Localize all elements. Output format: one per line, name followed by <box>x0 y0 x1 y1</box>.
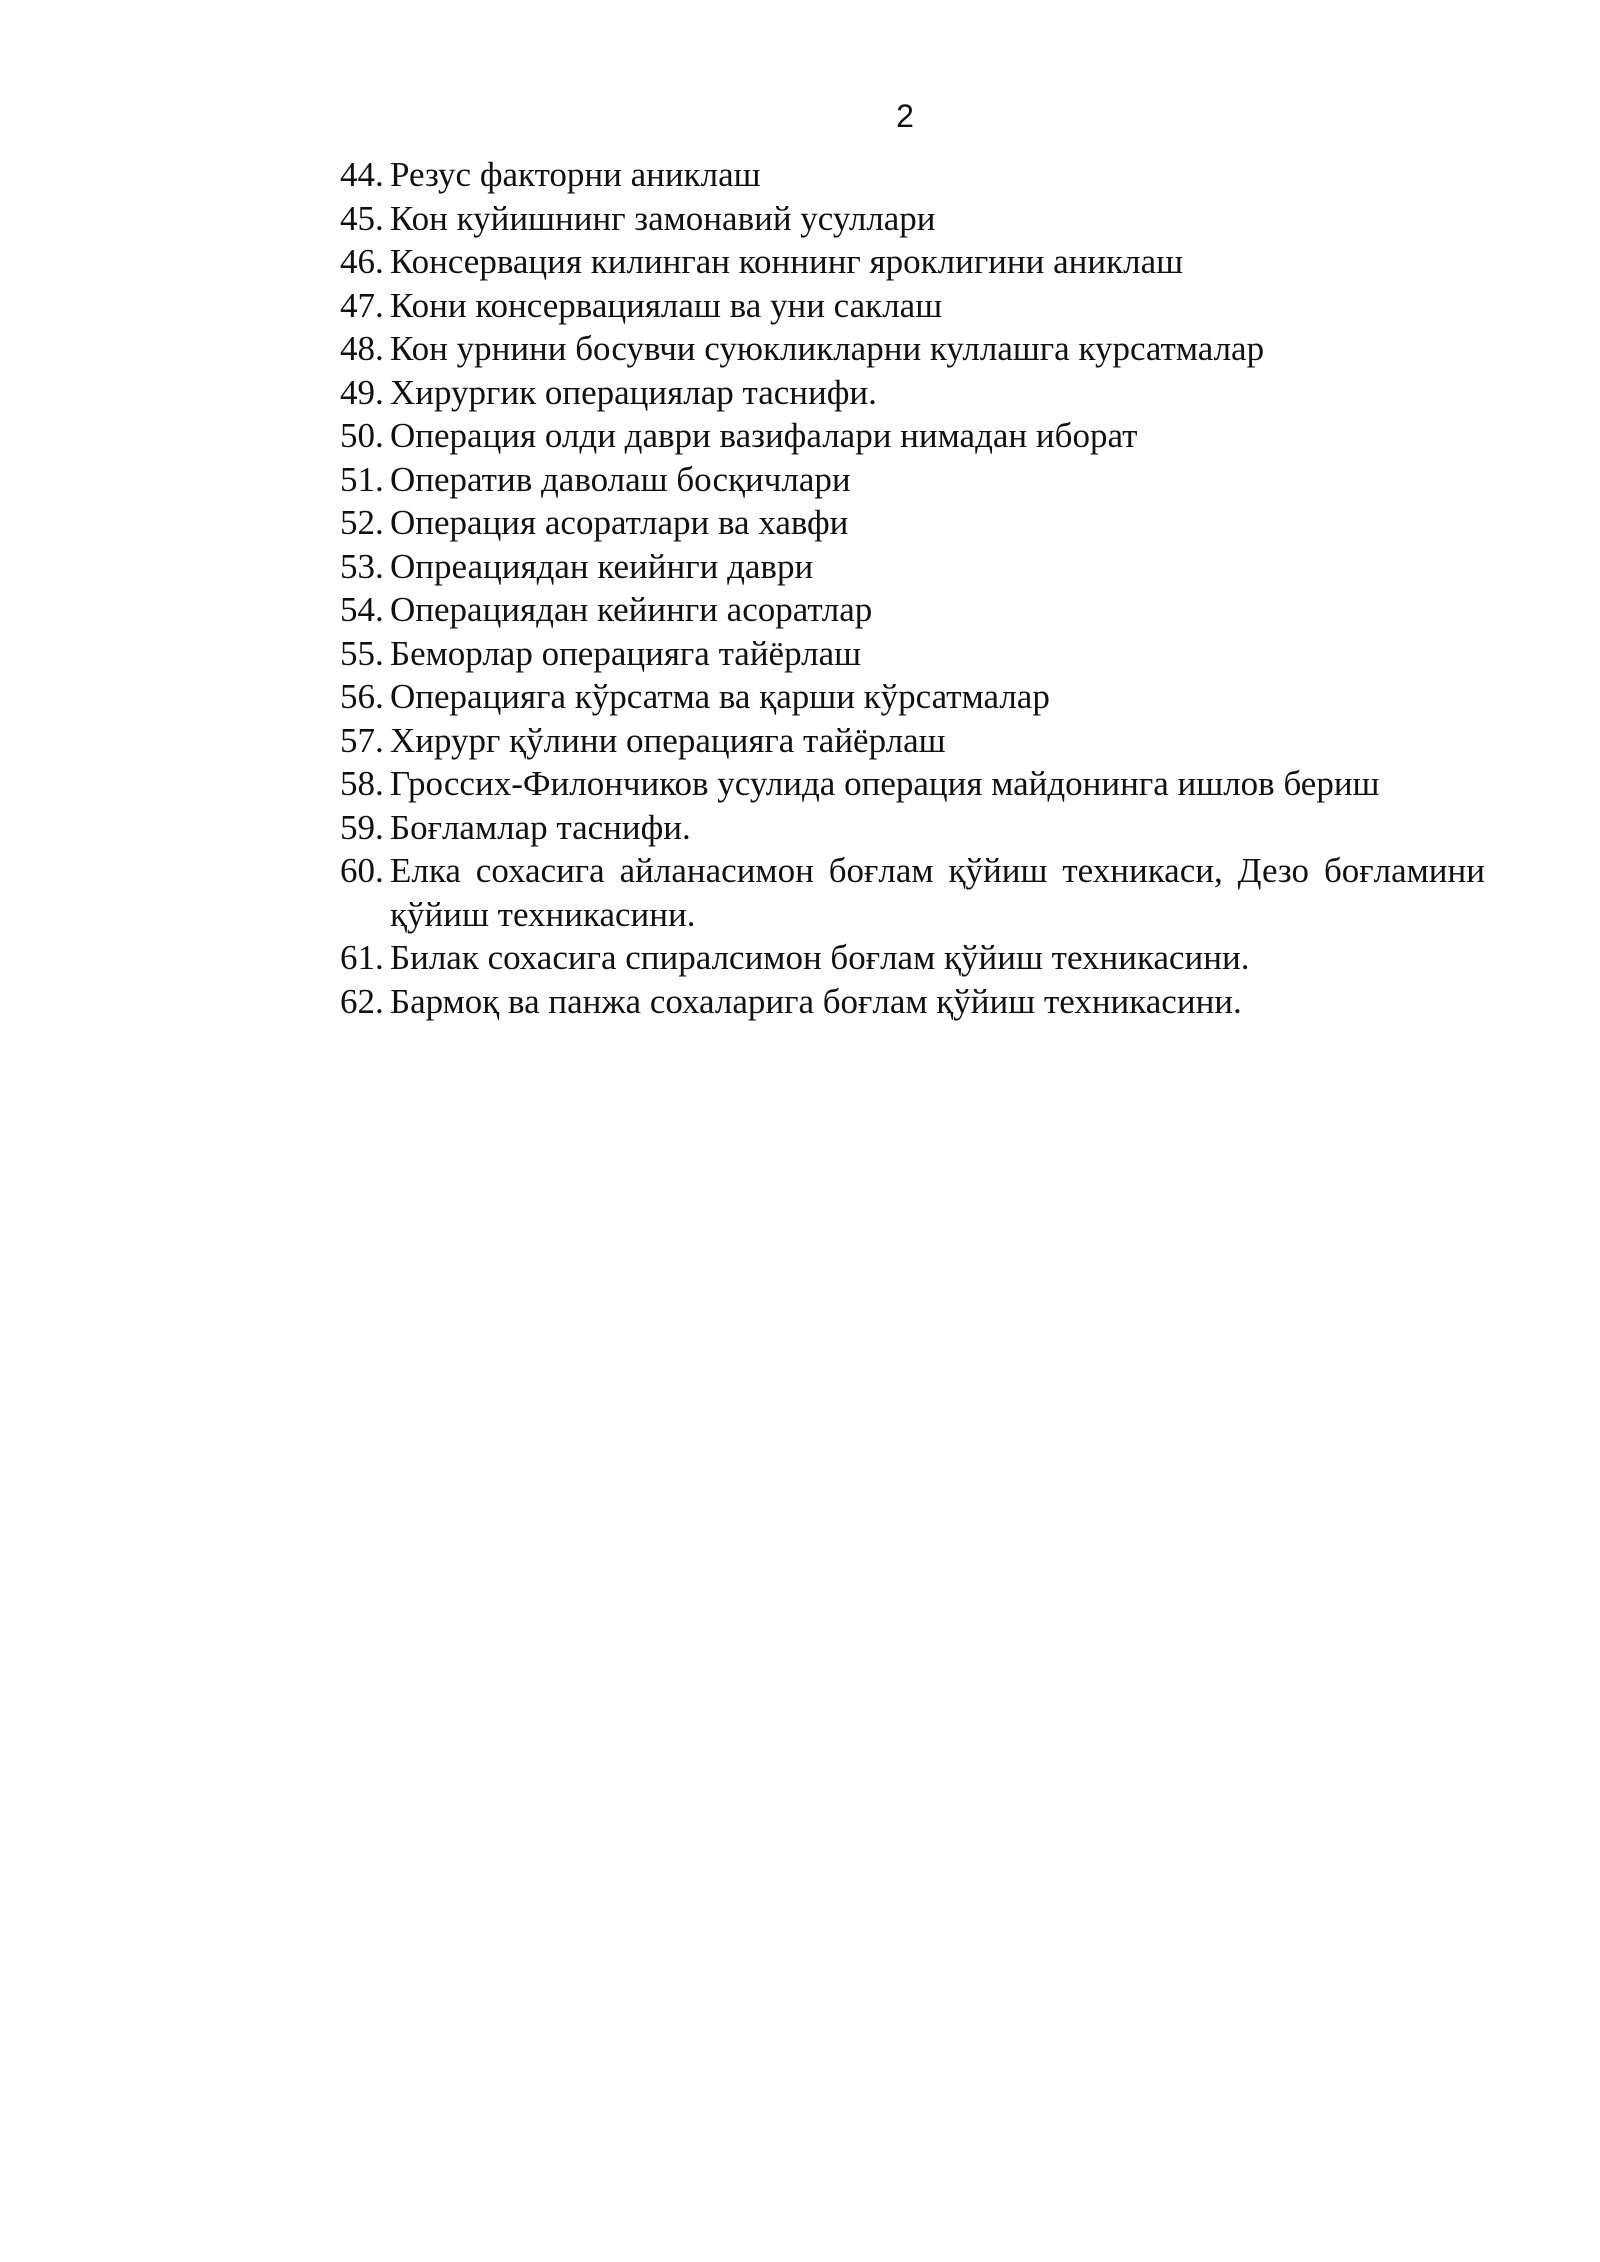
list-item <box>340 806 1485 850</box>
item-text: Опреациядан кеийнги даври <box>390 546 814 586</box>
item-text: Кони консервациялаш ва уни саклаш <box>390 285 943 325</box>
list-item <box>340 545 1485 589</box>
item-text: Резус факторни аниклаш <box>390 155 761 194</box>
list-item <box>340 849 1485 936</box>
item-text: Беморлар операцияга тайёрлаш <box>390 633 862 673</box>
item-text: Хирургик операциялар таснифи. <box>390 372 877 412</box>
list-item <box>340 762 1485 806</box>
list-item <box>340 371 1485 415</box>
item-number: 58. <box>340 764 384 803</box>
item-text: Билак сохасига спиралсимон боғлам қўйиш техникасини. <box>390 938 1250 977</box>
item-number: 53. <box>340 546 384 586</box>
item-number: 46. <box>340 242 384 281</box>
page-number: 2 <box>896 98 914 134</box>
item-text: Консервация килинган коннинг яроклигини аниклаш <box>390 242 1184 281</box>
item-number: 50. <box>340 416 384 455</box>
list-item <box>340 980 1485 1024</box>
list-item <box>340 240 1485 284</box>
item-number: 60. <box>340 851 384 890</box>
list-item <box>340 414 1485 458</box>
item-number: 47. <box>340 285 384 325</box>
item-text: Оператив даволаш босқичлари <box>390 459 851 499</box>
item-number: 49. <box>340 372 384 412</box>
item-text: Кон куйишнинг замонавий усуллари <box>390 198 936 238</box>
item-number: 44. <box>340 155 384 194</box>
list-item <box>340 153 1485 197</box>
item-number: 55. <box>340 633 384 673</box>
item-number: 61. <box>340 938 384 977</box>
item-number: 56. <box>340 677 384 716</box>
list-item <box>340 197 1485 241</box>
list-item <box>340 327 1485 371</box>
list-item <box>340 284 1485 328</box>
item-number: 59. <box>340 807 384 847</box>
item-text: Операция олди даври вазифалари нимадан иборат <box>390 416 1138 455</box>
list-item <box>340 632 1485 676</box>
item-text: Операцияга кўрсатма ва қарши кўрсатмалар <box>390 677 1050 716</box>
item-number: 52. <box>340 503 384 542</box>
item-number: 51. <box>340 459 384 499</box>
list-item <box>340 936 1485 980</box>
item-text: Операция асоратлари ва хавфи <box>390 503 849 542</box>
item-text: Операциядан кейинги асоратлар <box>390 590 873 629</box>
item-text: Хирург қўлини операцияга тайёрлаш <box>390 720 946 760</box>
list-item <box>340 501 1485 545</box>
item-number: 48. <box>340 329 384 368</box>
list-item <box>340 458 1485 502</box>
item-text: Елка сохасига айланасимон боғлам қўйиш техникаси, Дезо боғламини қўйиш техникасини. <box>390 851 1485 934</box>
list-item <box>340 675 1485 719</box>
list-item <box>340 588 1485 632</box>
item-text: Кон урнини босувчи суюкликларни куллашга курсатмалар <box>390 329 1265 368</box>
item-text: Боғламлар таснифи. <box>390 807 691 847</box>
item-number: 62. <box>340 981 384 1021</box>
question-list <box>340 153 1485 1023</box>
item-text: Гроссих-Филончиков усулида операция майдонинга ишлов бериш <box>390 764 1380 803</box>
item-number: 57. <box>340 720 384 760</box>
item-text: Бармоқ ва панжа сохаларига боғлам қўйиш техникасини. <box>390 981 1242 1021</box>
item-number: 54. <box>340 590 384 629</box>
item-number: 45. <box>340 198 384 238</box>
list-item <box>340 719 1485 763</box>
